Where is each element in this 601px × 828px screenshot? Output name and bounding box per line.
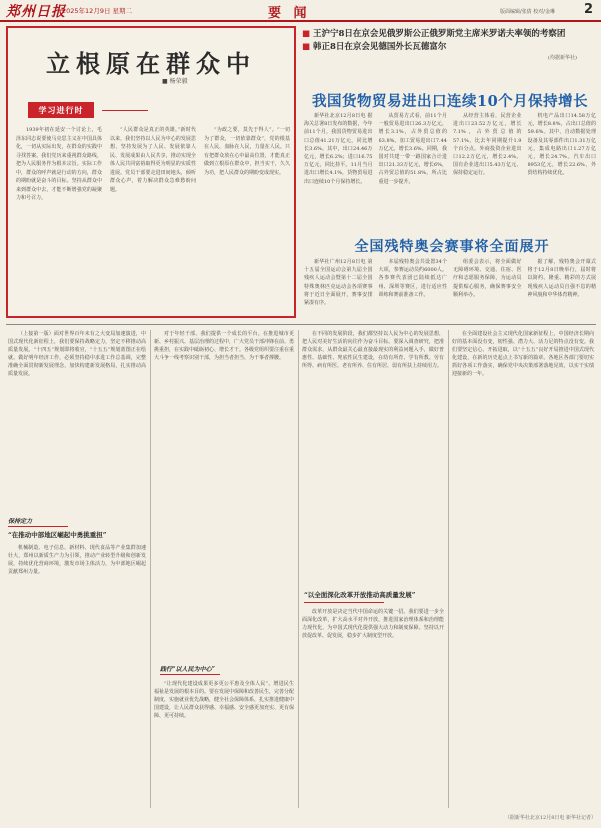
lead-column: 机电产品出口14.58万亿元，增长8.8%，占出口总值的59.6%。其中，自动数据处理设备及其零部件出口1.31万亿元，集成电路出口1.27万亿元，增长24.7%。汽车出口8953亿元，增长22.6%，外贸结构持续优化。: [527, 113, 596, 177]
bottom-column: “让现代化建设成果更多更公平惠及全体人民”。增进民生福祉是发展的根本目的。要在发展中保障和改善民生，完善分配制度，实施就业优先战略，健全社会保障体系，扎实推进健康中国建设，让人民群众获得感、幸福感、安全感更加充实、更有保障、更可持续。: [154, 681, 294, 719]
footer-credit: （据新华社北京12月8日电 新华社记者）: [504, 815, 596, 821]
newspaper-logo: 郑州日报: [6, 4, 66, 20]
masthead: [0, 0, 601, 22]
column-tag: 学习进行时: [28, 102, 94, 118]
commentary-box: [6, 26, 296, 318]
commentary-body: [16, 126, 290, 312]
editor-credit: 版面编辑/张倩 校对/金琳: [500, 9, 555, 15]
bottom-column: 改革开放是决定当代中国命运的关键一招。我们要进一步全面深化改革，扩大高水平对外开放，推进国家治理体系和治理能力现代化，为中国式现代化提供强大动力和制度保障。坚持以开放促改革、促发展，稳步扩大制度型开放。: [302, 609, 444, 639]
second-column: 组委会表示，将全面做好无障碍环境、交通、住宿、医疗和志愿服务保障，为运动员提供贴心服务，确保赛事安全顺利举办。: [453, 259, 522, 298]
second-column: 据了解，残特奥会开幕式将于12月8日晚举行，届时将以简约、隆重、精彩的方式展现残疾人运动员自强不息的精神风貌和中华体育精神。: [527, 259, 596, 298]
page-number: 2: [584, 2, 594, 17]
commentary-title: 立根原在群众中: [46, 49, 256, 78]
column-divider: [150, 330, 151, 808]
column-divider: [298, 330, 299, 808]
bullet-icon: ■: [302, 29, 311, 39]
tag-rule: [102, 110, 148, 111]
lead-column: 从贸易方式看，前11个月一般贸易进出口26.3万亿元，增长3.1%，占外贸总值的63.8%。加工贸易进出口7.44万亿元，增长3.6%。同期，我国对共建一带一路国家合计进出口21.33万亿元，增长6%，占外贸总值的51.8%，所占比重进一步提升。: [378, 113, 447, 185]
bottom-column: 在全面建设社会主义现代化国家新征程上，中国经济长期向好的基本面没有变，韧性强、潜力大、活力足的特点没有变。我们要坚定信心、开拓进取，以“十五五”良好开局推进中国式现代化建设，在新的历史起点上书写新的篇章。各地区各部门要切实抓好各项工作落实，确保党中央决策部署落地见效，以实干实绩迎接新的一年。: [452, 331, 594, 377]
second-column: 新华社广州12月8日电 第十五届全国运动会第九届全国残疾人运动会暨第十二届全国特殊奥林匹克运动会各项赛事将于近日全面展开，赛事安排紧凑有序。: [304, 259, 373, 307]
lead-headline[interactable]: 我国货物贸易进出口连续10个月保持增长: [312, 93, 589, 110]
subsection-headline: 践行“以人民为中心”: [160, 666, 215, 673]
news-briefs: [302, 28, 598, 54]
brief-headline: 王沪宁8日在京会见俄罗斯公正俄罗斯党主席米罗诺夫率领的考察团: [313, 29, 566, 39]
lead-column: 新华社北京12月8日电 据海关总署8日发布的数据，今年前11个月，我国货物贸易进出口总值41.21万亿元，同比增长3.6%。其中，出口24.46万亿元，增长6.2%；进口16.75万亿元，同比持平。11月当月进出口增长4.1%，货物贸易进出口连续10个月保持增长。: [304, 113, 373, 185]
commentary-column: “为政之要，莫先于得人”。“一切为了群众，一切依靠群众”，党的根基在人民，血脉在人民，力量在人民。只有把群众放在心中最高位置，才能真正做到立根原在群众中，担当实干，久久为功，把人民群众的期盼变成现实。: [204, 127, 290, 176]
tag-rule: [304, 602, 384, 603]
commentary-column: 1939年初在延安一个讨论上，毛泽东同志说要使马克思主义在中国具体化，一切从实际出发，在群众的实践中寻找答案。我们党历来重视群众路线，把为人民服务作为根本宗旨。实际工作中，群众的呼声就是行动的方向，群众的期盼就是奋斗的目标。坚持从群众中来到群众中去，才能不断增强党的凝聚力和号召力。: [16, 127, 102, 201]
tag-rule: [160, 674, 220, 675]
commentary-column: “人民群众是真正的英雄。”新时代以来，我们坚持以人民为中心的发展思想，坚持发展为了人民、发展依靠人民、发展成果由人民共享，推动实现全体人民共同富裕取得更为明显的实质性进展。党员干部要走进田间地头，倾听群众心声，着力解决群众急难愁盼问题。: [110, 127, 196, 193]
subsection-headline: “在推动中部地区崛起中勇挑重担”: [8, 531, 107, 539]
commentary-author: ■ 杨荣毅: [162, 78, 188, 85]
tag-rule: [8, 526, 68, 527]
second-body: [304, 258, 596, 318]
bottom-column: 在不同的发展阶段，我们都坚持以人民为中心的发展思想，把人民对美好生活的向往作为奋斗目标。要深入调查研究，把准群众需求，从群众最关心最直接最现实的利益问题入手，做好普惠性、基础性、兜底性民生建设，在幼有所育、学有所教、劳有所得、病有所医、老有所养、住有所居、弱有所扶上持续用力。: [302, 331, 444, 369]
bullet-icon: ■: [302, 42, 311, 52]
publication-date: 2025年12月9日 星期二: [62, 7, 133, 15]
lead-column: 从经营主体看，民营企业进出口23.52万亿元，增长7.1%，占外贸总值的57.1%，比去年同期提升1.9个百分点。外商投资企业进出口12.2万亿元，增长2.4%。国有企业进出口5.43万亿元，保持稳定运行。: [453, 113, 522, 177]
section-title: 要 闻: [268, 6, 311, 21]
bottom-column: 机械制造、电子信息、新材料、现代食品等产业集群加速壮大，郑州以新质生产力为引领，推动产业转型升级和创新发展，持续优化营商环境，激发市场主体活力，为中部地区崛起贡献郑州力量。: [8, 545, 146, 575]
second-column: 本届残特奥会共设置34个大项，参赛运动员约6000人。各参赛代表团已陆续抵达广州、深圳等赛区，进行适应性训练和赛前准备工作。: [378, 259, 447, 298]
subsection-headline: “以全面深化改革开放推动高质量发展”: [304, 591, 416, 599]
brief-headline: 韩正8日在京会见德国外长瓦德富尔: [313, 42, 447, 52]
second-headline[interactable]: 全国残特奥会赛事将全面展开: [354, 239, 550, 255]
subsection-tag: 保持定力: [8, 518, 33, 525]
bottom-column: 对于年轻干部，我们提供一个成长的平台。在推进城市更新、乡村振兴、基层治理的过程中，广大党员干部冲锋在前、勇挑重担，在实践中砥砺初心、增长才干。各级党组织要注重在重大斗争一线考察识别干部，为担当者担当、为干事者撑腰。: [154, 331, 294, 361]
section-divider: [6, 324, 596, 325]
brief-item[interactable]: [302, 28, 598, 41]
column-divider: [448, 330, 449, 808]
bottom-column: （上接第一版）面对世界百年未有之大变局加速演进，中国式现代化新征程上，我们要保持战略定力，坚定不移推动高质量发展。“十四五”规划即将收官，“十五五”规划蓝图正在绘就。做好明年经济工作，必须坚持稳中求进工作总基调，完整准确全面贯彻新发展理念，加快构建新发展格局，扎实推动高质量发展。: [8, 331, 146, 377]
lead-body: [304, 112, 596, 230]
brief-item[interactable]: [302, 41, 598, 54]
brief-source: (均据新华社): [548, 55, 577, 61]
